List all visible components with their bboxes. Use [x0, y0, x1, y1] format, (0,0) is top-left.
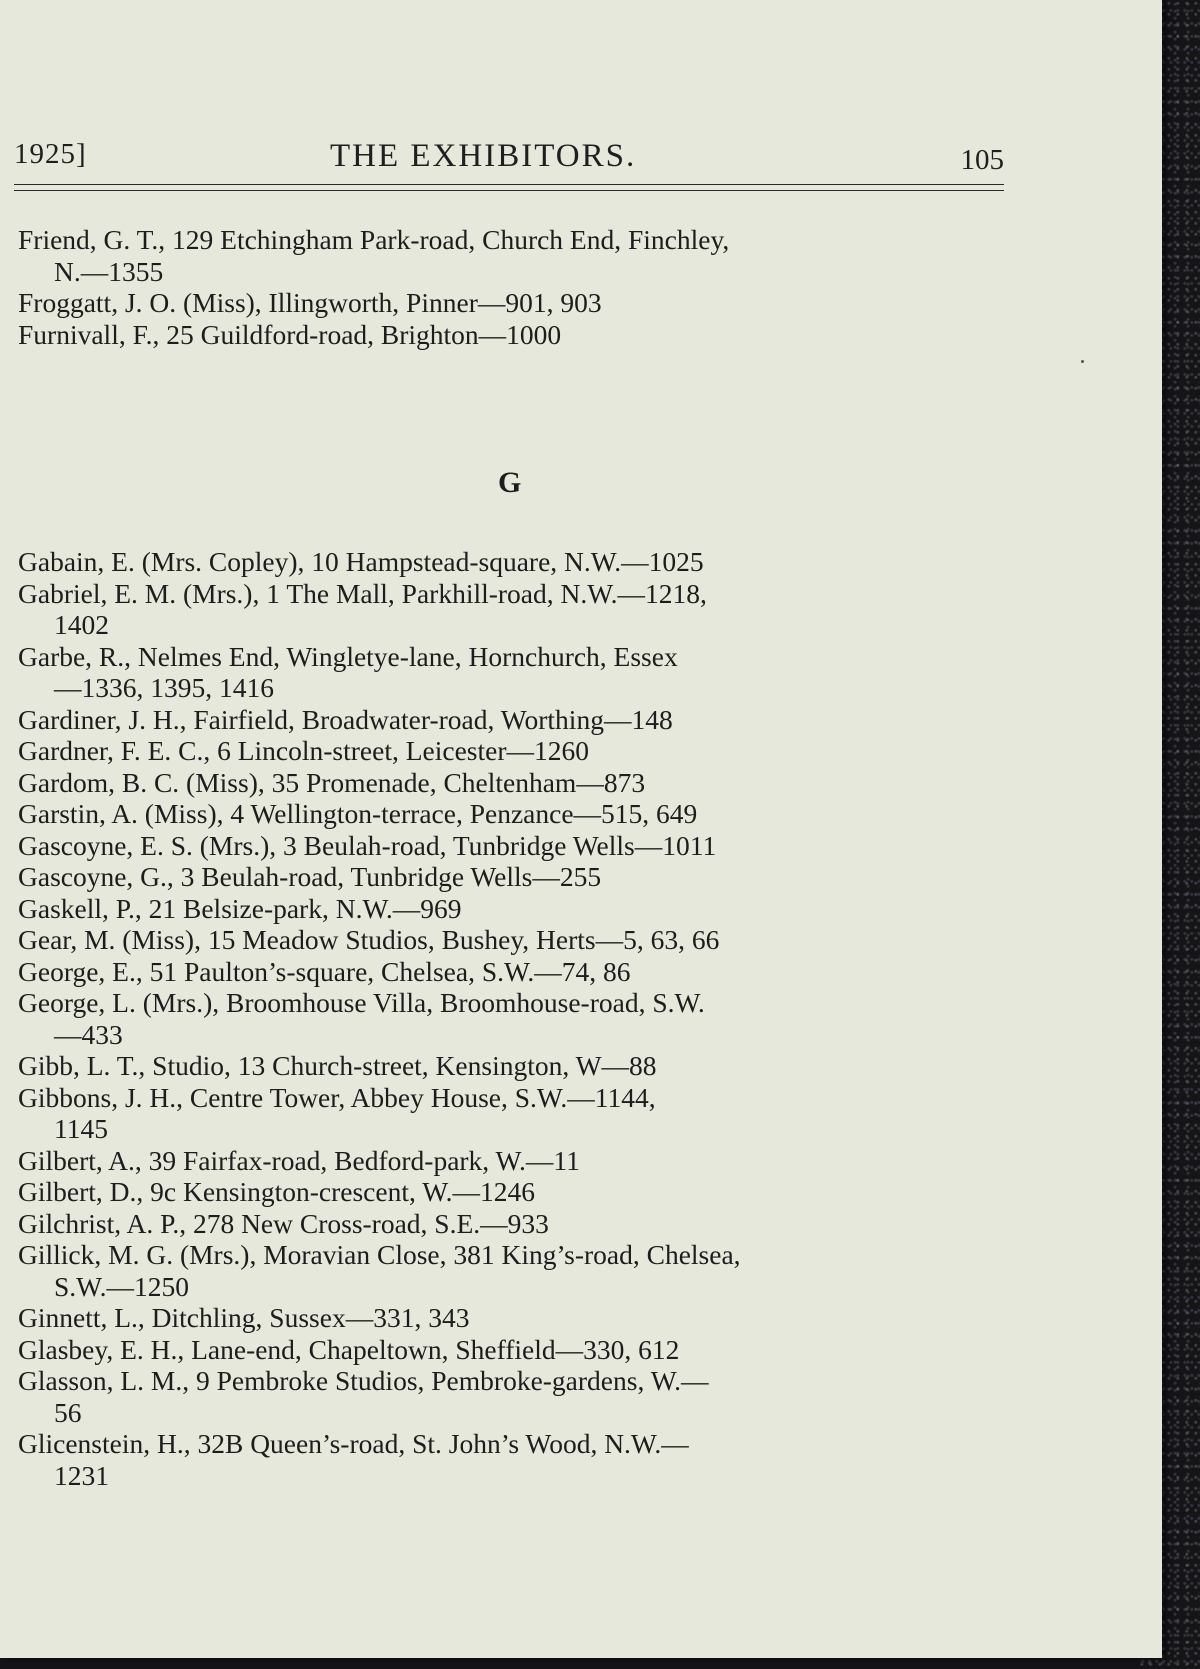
list-item	[18, 1176, 1010, 1208]
list-item	[18, 798, 1010, 830]
entry-line: Froggatt, J. O. (Miss), Illingworth, Pinner—901, 903	[18, 287, 602, 318]
list-item	[18, 735, 1010, 767]
list-item	[18, 1428, 1010, 1491]
entry-line: Ginnett, L., Ditchling, Sussex—331, 343	[18, 1302, 470, 1333]
page-number: 105	[960, 144, 1004, 176]
entry-line: Furnivall, F., 25 Guildford-road, Brighton—1000	[18, 318, 562, 350]
list-item	[18, 987, 1010, 1050]
entry-line: Gardiner, J. H., Fairfield, Broadwater-road, Worthing—148	[18, 703, 673, 735]
list-item	[18, 861, 1010, 893]
entry-line: Gardner, F. E. C., 6 Lincoln-street, Leicester—1260	[18, 735, 589, 766]
list-item	[18, 224, 1010, 287]
entry-line: Glicenstein, H., 32B Queen’s-road, St. John’s Wood, N.W.—	[18, 1428, 689, 1459]
entry-continuation: S.W.—1250	[54, 1270, 189, 1302]
list-item	[18, 578, 1010, 641]
entries-section-f	[18, 224, 1010, 350]
list-item	[18, 1082, 1010, 1145]
entry-continuation: 1231	[54, 1459, 109, 1491]
list-item	[18, 1050, 1010, 1082]
entry-line: Friend, G. T., 129 Etchingham Park-road, Church End, Finchley,	[18, 224, 730, 255]
entry-line: Garbe, R., Nelmes End, Wingletye-lane, Hornchurch, Essex	[18, 640, 678, 672]
entry-line: Gardom, B. C. (Miss), 35 Promenade, Cheltenham—873	[18, 766, 646, 798]
header-year: 1925]	[14, 138, 87, 170]
list-item	[18, 1239, 1010, 1302]
entry-line: Gabain, E. (Mrs. Copley), 10 Hampstead-square, N.W.—1025	[18, 546, 704, 577]
header-rule-top	[14, 184, 1004, 185]
entry-line: Gascoyne, E. S. (Mrs.), 3 Beulah-road, Tunbridge Wells—1011	[18, 829, 717, 861]
list-item	[18, 1334, 1010, 1366]
entry-line: Gaskell, P., 21 Belsize-park, N.W.—969	[18, 892, 462, 924]
entry-line: Gabriel, E. M. (Mrs.), 1 The Mall, Parkhill-road, N.W.—1218,	[18, 577, 707, 609]
list-item	[18, 830, 1010, 862]
list-item	[18, 1208, 1010, 1240]
header-rule-bottom	[14, 190, 1004, 191]
running-title: THE EXHIBITORS.	[330, 138, 637, 174]
list-item	[18, 319, 1010, 351]
entry-line: Gilchrist, A. P., 278 New Cross-road, S.E.—933	[18, 1207, 549, 1239]
entry-continuation: —1336, 1395, 1416	[54, 672, 274, 703]
entry-continuation: —433	[54, 1018, 123, 1050]
entry-line: George, L. (Mrs.), Broomhouse Villa, Broomhouse-road, S.W.	[18, 987, 705, 1018]
section-letter: G	[498, 466, 522, 499]
entry-line: Gillick, M. G. (Mrs.), Moravian Close, 381 King’s-road, Chelsea,	[18, 1239, 741, 1270]
entry-continuation: 56	[54, 1396, 82, 1428]
entry-line: Gibb, L. T., Studio, 13 Church-street, Kensington, W—88	[18, 1050, 657, 1081]
entry-line: Gascoyne, G., 3 Beulah-road, Tunbridge Wells—255	[18, 861, 602, 892]
page-header	[14, 138, 1004, 180]
entry-line: Gibbons, J. H., Centre Tower, Abbey House, S.W.—1144,	[18, 1081, 656, 1113]
list-item	[18, 1365, 1010, 1428]
list-item	[18, 546, 1010, 578]
entry-line: Garstin, A. (Miss), 4 Wellington-terrace, Penzance—515, 649	[18, 798, 698, 829]
entry-line: Glasson, L. M., 9 Pembroke Studios, Pembroke-gardens, W.—	[18, 1365, 709, 1396]
list-item	[18, 956, 1010, 988]
list-item	[18, 1145, 1010, 1177]
list-item	[18, 767, 1010, 799]
entry-line: Gilbert, D., 9c Kensington-crescent, W.—1246	[18, 1176, 536, 1207]
list-item	[18, 1302, 1010, 1334]
entry-continuation: 1402	[54, 609, 109, 640]
entry-line: Gilbert, A., 39 Fairfax-road, Bedford-park, W.—11	[18, 1144, 580, 1176]
entry-line: Glasbey, E. H., Lane-end, Chapeltown, Sheffield—330, 612	[18, 1333, 680, 1365]
entry-line: George, E., 51 Paulton’s-square, Chelsea, S.W.—74, 86	[18, 955, 631, 987]
entry-continuation: N.—1355	[54, 255, 164, 287]
list-item	[18, 924, 1010, 956]
paper-speck	[1081, 360, 1084, 363]
list-item	[18, 641, 1010, 704]
list-item	[18, 704, 1010, 736]
entry-continuation: 1145	[54, 1113, 108, 1144]
list-item	[18, 893, 1010, 925]
entries-section-g	[18, 546, 1010, 1491]
entry-line: Gear, M. (Miss), 15 Meadow Studios, Bushey, Herts—5, 63, 66	[18, 924, 720, 955]
list-item	[18, 287, 1010, 319]
